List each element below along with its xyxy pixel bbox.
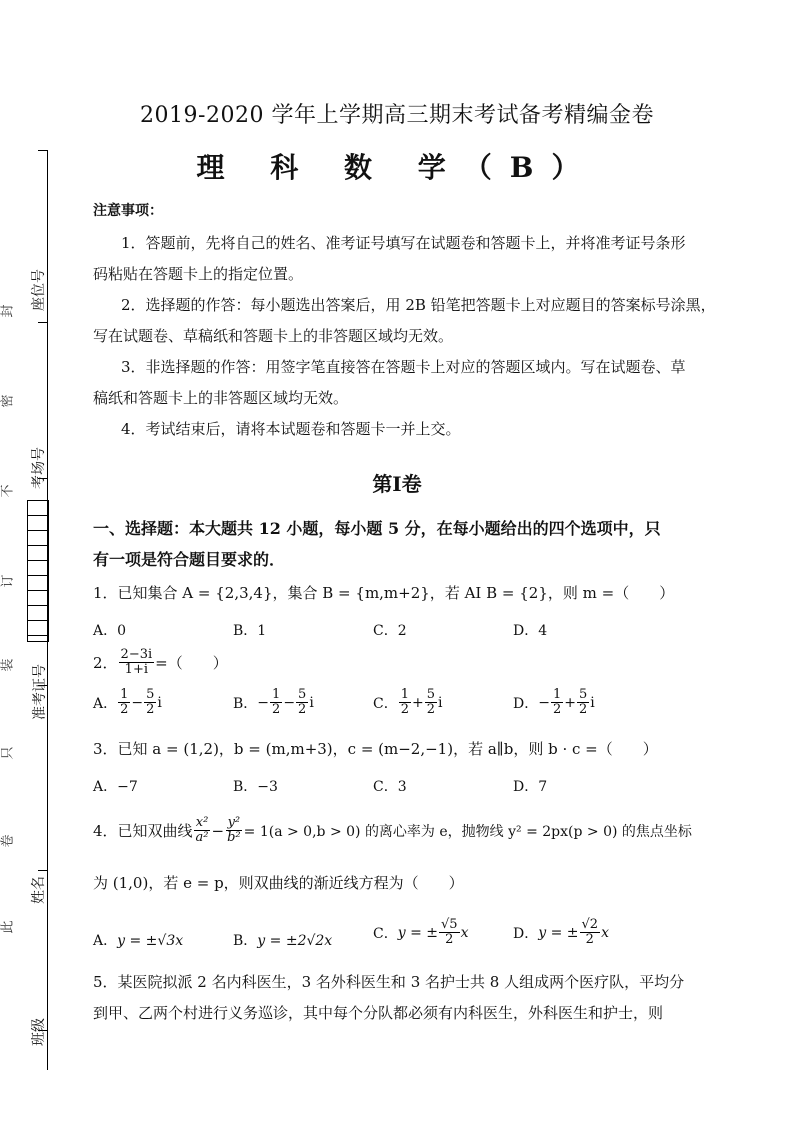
seal-char: 密	[0, 394, 16, 408]
question-3: 3．已知 a = (1,2)，b = (m,m+3)，c = (m−2,−1)，若 a∥b，则 b · c =（ ）	[93, 740, 658, 758]
numerator: 1	[272, 687, 281, 702]
option-sign: −	[538, 694, 550, 711]
numerator: 5	[426, 687, 436, 702]
q4-fraction-x	[194, 816, 211, 845]
seal-char: 不	[0, 484, 16, 498]
q4-option-b[interactable]	[233, 930, 332, 950]
class-label: 班级	[31, 1018, 47, 1046]
question-5: 5．某医院拟派 2 名内科医生，3 名外科医生和 3 名护士共 8 人组成两个医疗队，平均分	[93, 973, 685, 991]
option-label: B．	[233, 695, 258, 712]
option-label: D．	[513, 695, 539, 712]
part1-heading-cont: 有一项是符合题目要求的．	[93, 550, 286, 569]
numerator: 5	[298, 687, 307, 702]
q3-option-c[interactable]: C．3	[373, 779, 407, 795]
option-operator: +	[412, 694, 424, 711]
ticket-number-boxes[interactable]	[27, 500, 49, 642]
option-fraction	[425, 688, 437, 717]
question-4-cont: 为 (1,0)，若 e = p，则双曲线的渐近线方程为（ ）	[93, 874, 464, 892]
option-label: C．	[373, 925, 398, 942]
q3-option-b[interactable]: B．−3	[233, 779, 278, 795]
numerator: x²	[195, 815, 209, 830]
numerator: 5	[146, 687, 155, 702]
seal-char: 只	[0, 746, 16, 760]
denominator: 2	[146, 702, 155, 717]
q4-option-d[interactable]	[513, 918, 609, 947]
q1-option-c[interactable]: C．2	[373, 623, 407, 639]
q3-option-a[interactable]: A．−7	[93, 779, 138, 795]
option-label: B．	[233, 933, 258, 949]
option-label: C．	[373, 695, 398, 712]
notice-item: 1．答题前，先将自己的姓名、准考证号填写在试题卷和答题卡上，并将准考证号条形	[121, 234, 686, 252]
exam-title: 2019-2020 学年上学期高三期末考试备考精编金卷	[140, 103, 654, 128]
option-operator: +	[564, 694, 576, 711]
numerator: 1	[552, 687, 562, 702]
notice-item: 4．考试结束后，请将本试题卷和答题卡一并上交。	[121, 420, 461, 438]
option-fraction	[296, 688, 308, 717]
binding-tick	[38, 322, 48, 323]
seal-char: 装	[0, 658, 16, 672]
q4-option-c[interactable]	[373, 918, 468, 947]
option-pre: y = ±	[538, 924, 579, 941]
q2-option-a[interactable]	[93, 688, 162, 717]
numerator: 5	[578, 687, 588, 702]
option-fraction	[399, 688, 411, 717]
question-2	[93, 648, 228, 677]
seal-char: 订	[0, 574, 16, 588]
numerator: √2	[581, 917, 599, 932]
denominator: 2	[445, 932, 454, 947]
denominator: 2	[426, 702, 436, 717]
denominator: 2	[552, 702, 562, 717]
q2-numerator: 2−3i	[120, 647, 153, 662]
q4-prefix: 4．已知双曲线	[93, 822, 193, 840]
option-post: x	[601, 924, 609, 941]
volume-heading: 第Ⅰ卷	[372, 472, 422, 496]
numerator: √5	[441, 917, 458, 932]
notice-item: 2．选择题的作答：每小题选出答案后，用 2B 铅笔把答题卡上对应题目的答案标号涂黑，	[121, 296, 716, 314]
option-fraction	[118, 688, 130, 717]
denominator: 2	[585, 932, 594, 947]
question-4	[93, 816, 692, 845]
numerator: y²	[227, 815, 241, 830]
subject-title: 理 科 数 学（B）	[196, 151, 598, 184]
option-tail: i	[438, 694, 443, 711]
q1-option-b[interactable]: B．1	[233, 623, 267, 639]
exam-room-label: 考场号	[31, 447, 47, 489]
q2-option-c[interactable]	[373, 688, 443, 717]
option-fraction	[270, 688, 282, 717]
q2-fraction	[119, 648, 155, 677]
seat-number-label: 座位号	[31, 269, 47, 311]
option-operator: −	[131, 694, 144, 711]
seal-char: 封	[0, 304, 16, 318]
notice-item: 3．非选择题的作答：用签字笔直接答在答题卡上对应的答题区域内。写在试题卷、草	[121, 358, 686, 376]
q4-minus: −	[211, 821, 225, 840]
option-text: y = ±√3x	[117, 933, 184, 949]
option-fraction	[577, 688, 589, 717]
question-1: 1．已知集合 A = {2,3,4}，集合 B = {m,m+2}，若 AI B = {2}，则 m =（ ）	[93, 584, 675, 602]
q2-suffix: =（ ）	[155, 654, 228, 672]
option-tail: i	[590, 694, 595, 711]
q4-after: = 1(a > 0,b > 0) 的离心率为 e，抛物线 y² = 2px(p > 0) 的焦点坐标	[243, 823, 692, 840]
option-fraction	[580, 918, 601, 947]
numerator: 1	[120, 687, 129, 702]
option-fraction	[144, 688, 156, 717]
q2-option-b[interactable]	[233, 688, 314, 717]
q1-option-a[interactable]: A．0	[93, 623, 127, 639]
numerator: 1	[400, 687, 409, 702]
part1-heading: 一、选择题：本大题共 12 小题，每小题 5 分，在每小题给出的四个选项中，只	[93, 519, 661, 538]
q4-option-a[interactable]	[93, 930, 183, 950]
q3-option-d[interactable]: D．7	[513, 779, 548, 795]
option-label: A．	[93, 695, 118, 712]
seal-char: 卷	[0, 834, 16, 848]
option-sign: −	[257, 694, 270, 711]
denominator: 2	[272, 702, 281, 717]
option-fraction	[551, 688, 563, 717]
notice-item: 稿纸和答题卡上的非答题区域均无效。	[93, 389, 349, 407]
denominator: 2	[298, 702, 307, 717]
option-pre: y = ±	[397, 924, 438, 941]
denominator: 2	[578, 702, 588, 717]
q2-option-d[interactable]	[513, 688, 595, 717]
denominator: a²	[195, 830, 209, 845]
question-5-cont: 到甲、乙两个村进行义务巡诊，其中每个分队都必须有内科医生，外科医生和护士，则	[93, 1004, 664, 1022]
option-tail: i	[309, 694, 314, 711]
denominator: 2	[120, 702, 129, 717]
seal-char: 此	[0, 920, 16, 934]
option-text: y = ±2√2x	[257, 933, 333, 949]
option-label: D．	[513, 925, 539, 942]
q2-prefix: 2．	[93, 654, 118, 672]
q4-fraction-y	[225, 816, 243, 845]
option-label: A．	[93, 933, 118, 949]
denominator: 2	[400, 702, 409, 717]
option-tail: i	[157, 694, 162, 711]
name-label: 姓名	[31, 876, 47, 904]
notice-item: 码粘贴在答题卡上的指定位置。	[93, 265, 304, 283]
ticket-number-label: 准考证号	[32, 664, 48, 720]
option-post: x	[460, 924, 469, 941]
q1-option-d[interactable]: D．4	[513, 623, 548, 639]
notice-heading: 注意事项：	[93, 203, 163, 219]
denominator: b²	[227, 830, 241, 845]
notice-item: 写在试题卷、草稿纸和答题卡上的非答题区域均无效。	[93, 327, 454, 345]
q2-denominator: 1+i	[124, 662, 148, 677]
option-fraction	[439, 918, 460, 947]
option-operator: −	[283, 694, 296, 711]
